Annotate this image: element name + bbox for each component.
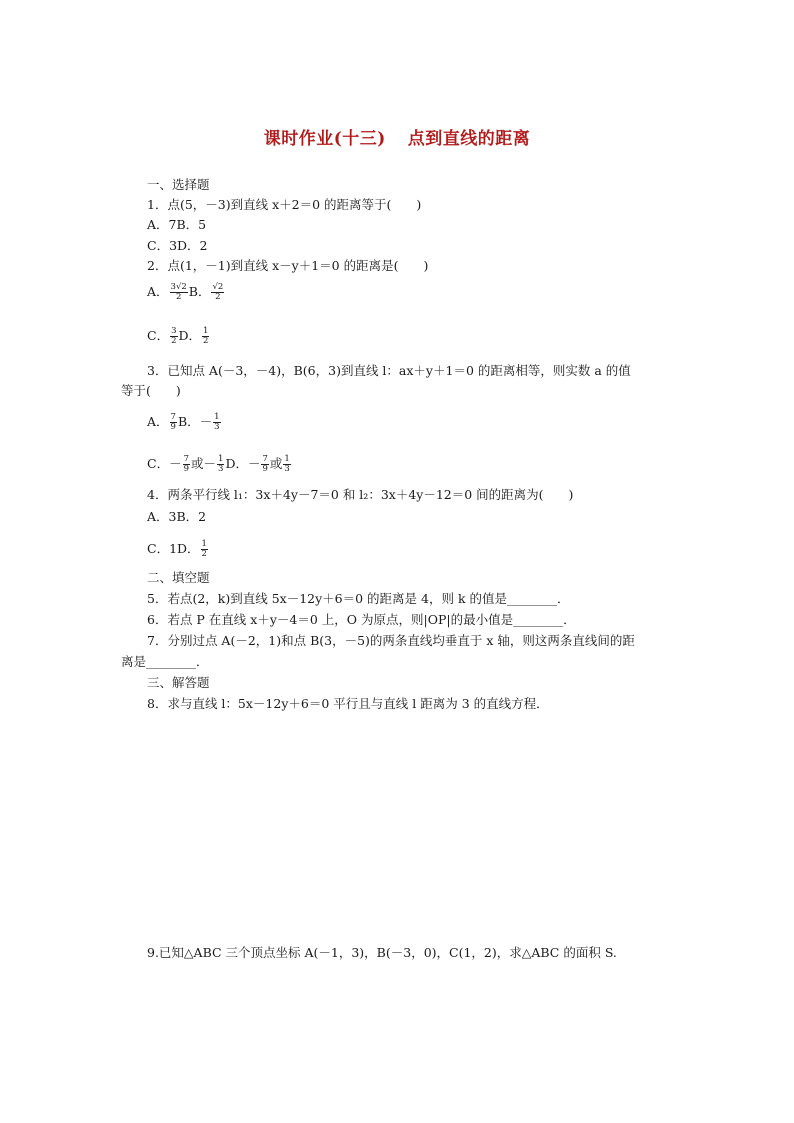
question-9: 9.已知△ABC 三个顶点坐标 A(－1，3)，B(－3，0)，C(1，2)，求△ABC 的面积 S. — [147, 945, 617, 960]
fraction-d1: $\frac{7}{9}$ — [262, 454, 268, 474]
fraction-c1: $\frac{7}{9}$ — [183, 454, 189, 474]
fraction-a: $\frac{3√2}{2}$ — [170, 282, 187, 302]
question-5: 5．若点(2，k)到直线 5x－12y＋6＝0 的距离是 4，则 k 的值是________． — [147, 591, 570, 606]
title-topic: 点到直线的距离 — [407, 129, 531, 149]
question-1-options-ab: A．7B．5 — [147, 217, 207, 232]
question-8: 8．求与直线 l：5x－12y＋6＝0 平行且与直线 l 距离为 3 的直线方程． — [147, 696, 549, 711]
question-7-line2: 离是________． — [121, 654, 209, 669]
fraction-d: $\frac{1}{2}$ — [203, 326, 209, 346]
fraction-d2: $\frac{1}{3}$ — [284, 454, 290, 474]
question-3-stem-line1: 3．已知点 A(－3，－4)，B(6，3)到直线 l：ax＋y＋1＝0 的距离相等，则实数 a 的值 — [147, 363, 631, 378]
fraction-a: $\frac{7}{9}$ — [170, 412, 176, 432]
fraction-b: $\frac{1}{3}$ — [214, 412, 220, 432]
question-3-stem-line2: 等于( ) — [121, 383, 181, 398]
question-4-stem: 4．两条平行线 l₁：3x＋4y－7＝0 和 l₂：3x＋4y－12＝0 间的距离为( ) — [147, 487, 574, 502]
question-4-options-ab: A．3B．2 — [147, 509, 207, 524]
page-title — [0, 124, 794, 149]
section-heading-answer: 三、解答题 — [147, 675, 210, 690]
fraction-d: $\frac{1}{2}$ — [201, 539, 207, 559]
question-7-line1: 7．分别过点 A(－2，1)和点 B(3，－5)的两条直线均垂直于 x 轴，则这两条直线间的距 — [147, 633, 635, 648]
question-6: 6．若点 P 在直线 x＋y－4＝0 上，O 为原点，则|OP|的最小值是________． — [147, 612, 576, 627]
question-1-stem: 1．点(5，－3)到直线 x＋2＝0 的距离等于( ) — [147, 197, 422, 212]
question-3-options-ab: A． $\frac{7}{9}$ B．－ $\frac{1}{3}$ — [147, 412, 220, 432]
section-heading-choice: 一、选择题 — [147, 177, 210, 192]
question-1-options-cd: C．3D．2 — [147, 238, 208, 253]
fraction-b: $\frac{√2}{2}$ — [212, 282, 224, 302]
question-2-stem: 2．点(1，－1)到直线 x－y＋1＝0 的距离是( ) — [147, 258, 429, 273]
section-heading-fill: 二、填空题 — [147, 570, 210, 585]
question-4-options-cd: C．1D． $\frac{1}{2}$ — [147, 539, 207, 559]
fraction-c: $\frac{3}{2}$ — [171, 326, 177, 346]
question-2-options-cd: C． $\frac{3}{2}$ D． $\frac{1}{2}$ — [147, 326, 209, 346]
fraction-c2: $\frac{1}{3}$ — [218, 454, 224, 474]
title-main: 课时作业(十三) — [263, 129, 386, 149]
question-3-options-cd: C．－ $\frac{7}{9}$ 或－ $\frac{1}{3}$ D．－ $\frac{7}{9}$ 或 $\frac{1}{3}$ — [147, 454, 290, 474]
question-2-options-ab: A． $\frac{3√2}{2}$ B． $\frac{√2}{2}$ — [147, 282, 224, 302]
